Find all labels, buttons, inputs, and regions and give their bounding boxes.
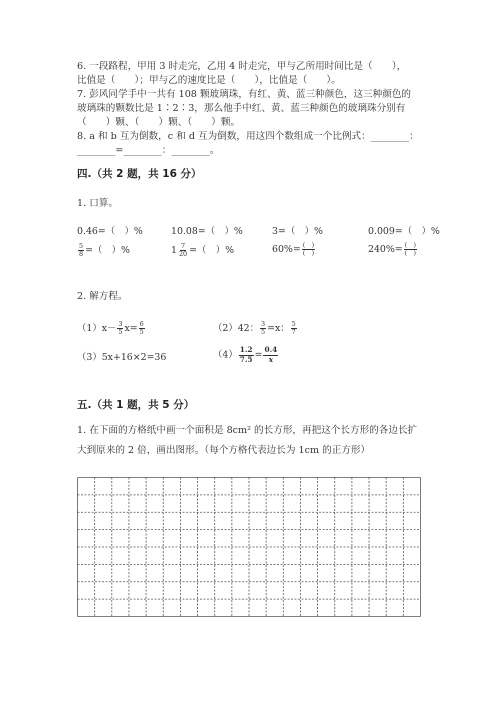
grid-paper[interactable] [77,477,421,617]
fraction: $\frac{5}{7}$ [291,320,296,336]
fraction: $\frac{0.4}{x}$ [264,345,278,364]
q5-line2: 大到原来的 2 倍，画出图形。（每个方格代表边长为 1cm 的正方形） [77,445,371,456]
fraction: $\frac{( )}{( )}$ [404,241,417,257]
oral-calc-title: 1. 口算。 [77,198,118,209]
equation-3: （3）5x+16×2=36 [77,352,167,363]
fraction: $\frac{( )}{( )}$ [302,241,315,257]
q6-line1: 6. 一段路程，甲用 3 时走完，乙用 4 时走完，甲与乙所用时间比是（ ）， [77,61,407,72]
q5-line1: 1. 在下面的方格纸中画一个面积是 8cm² 的长方形，再把这个长方形的各边长扩 [77,425,418,436]
q7-line2: 玻璃珠的颗数比是 1∶2∶3，那么他手中红、黄、蓝三种颜色的玻璃珠分别有 [77,103,406,114]
section-4-title: 四.（共 2 题，共 16 分） [77,168,202,180]
oral-item-5: $\frac{5}{8}$ =（ ）% [79,242,130,258]
q7-line1: 7. 彭风同学手中一共有 108 颗玻璃珠，有红、黄、蓝三种颜色，这三种颜色的 [77,89,412,100]
equation-1: （1）x－ $\frac{3}{5}$ x= $\frac{6}{5}$ [77,320,144,336]
q8-line2: ________=________：________。 [77,145,220,156]
q8-line1: 8. a 和 b 互为倒数，c 和 d 互为倒数，用这四个数组成一个比例式：________： [77,131,419,142]
oral-item-3: 3=（ ）% [272,226,323,237]
oral-item-4: 0.009=（ ）% [368,226,440,237]
fraction: $\frac{3}{5}$ [118,320,123,336]
oral-item-6: 1 $\frac{7}{20}$ =（ ）% [171,242,234,258]
fraction: $\frac{7}{20}$ [178,242,188,258]
section-5-title: 五.（共 1 题，共 5 分） [77,399,195,411]
oral-item-1: 0.46=（ ）% [77,226,143,237]
oral-item-2: 10.08=（ ）% [171,226,243,237]
fraction: $\frac{1.2}{7.5}$ [239,345,253,364]
q7-line3: （ ）颗、（ ）颗、（ ）颗。 [77,117,241,128]
fraction: $\frac{3}{5}$ [261,320,266,336]
fraction: $\frac{6}{5}$ [139,320,144,336]
oral-item-8: 240%= $\frac{( )}{( )}$ [368,241,417,257]
equation-2: （2）42： $\frac{3}{5}$ =x： $\frac{5}{7}$ [213,320,296,336]
equation-4: （4） $\frac{1.2}{7.5}$ = $\frac{0.4}{x}$ [213,345,278,364]
solve-equation-title: 2. 解方程。 [77,291,128,302]
oral-item-7: 60%= $\frac{( )}{( )}$ [272,241,315,257]
q6-line2: 比值是（ ）；甲与乙的速度比是（ ），比值是（ ）。 [77,75,341,86]
fraction: $\frac{5}{8}$ [79,242,84,258]
